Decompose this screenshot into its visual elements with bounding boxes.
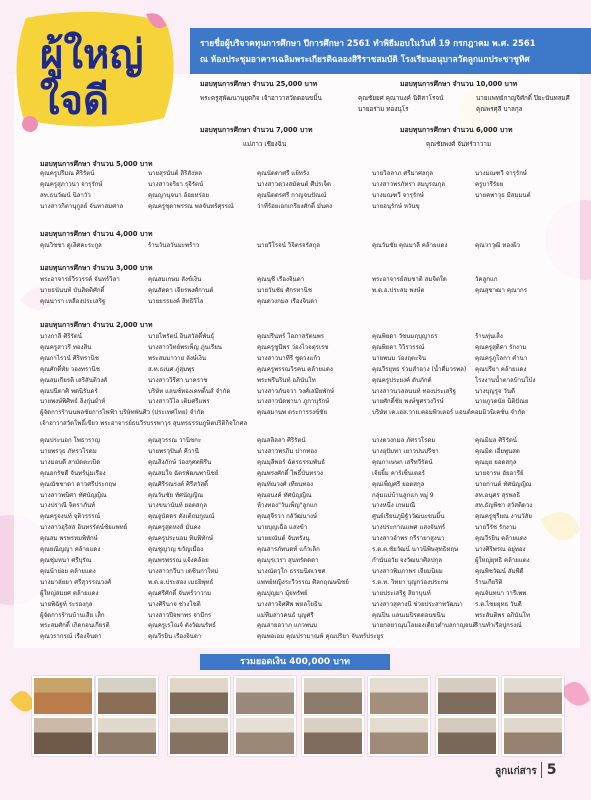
- list-item: โรงงานน้ำตาลบ้านโป่ง: [475, 376, 536, 384]
- list-item: นางมาลัยยา ศรีสุวรรณวงศ์: [40, 578, 111, 586]
- list-item: ว่าที่ร้อยเอกเกรียงศักดิ์ มั่นคง: [257, 202, 333, 210]
- ceremony-photo: [96, 716, 158, 756]
- list-item: นางอุปัมทา เยาวปนปรีชา: [372, 447, 439, 455]
- list-item: ศูนย์เรียนภูมิฐัววัฒนะขนมิ้น: [372, 513, 445, 521]
- list-item: นางสาวนาทีรี ชูดวงแก้ว: [257, 354, 321, 362]
- ceremony-photo: [234, 676, 296, 716]
- list-item: นางสาวพรภิม ปากทอง: [257, 447, 318, 455]
- list-item: นายยณันต์ จันทรังนุ: [257, 535, 310, 543]
- list-item: คุณสมานพ ตระการรงข์ชัย: [257, 409, 328, 417]
- list-item: นางบุญรูจ วันดี: [475, 387, 515, 395]
- list-3000-col-1: [40, 275, 120, 308]
- list-3000-col-4: [372, 275, 447, 297]
- total-amount-banner: รวมยอดเงิน 400,000 บาท: [200, 654, 390, 670]
- list-item: คุณสม พรพรหมพิทักษ์: [40, 535, 98, 543]
- list-item: คุณวีรยุทธ ร่วมสำอาง (น้ำดื่มวรพล): [372, 365, 467, 373]
- list-item: พระพรีนรินท์ อภินันโท: [257, 376, 316, 384]
- list-item: คุณครูเรโณจ์ ดังวัฒนรัทธ์: [148, 622, 216, 630]
- page-footer: [495, 762, 557, 779]
- list-item: นายไพรัตน์ อินสวัสดิ์พันธุ์: [148, 333, 215, 340]
- list-item: นายวันชัย ศักรหานิช: [257, 286, 312, 294]
- list-item: พระอาจารย์สมชาติ สมจิตใด: [372, 276, 447, 283]
- list-item: กลุ่มแม่บ้านลูกแก หมู่ 9: [372, 491, 434, 499]
- list-item: นางสาวพิมภาพร เจียมนิยม: [372, 567, 443, 575]
- section-2000-label: มอบทุนการศึกษา จำนวน 2,000 บาท: [40, 321, 153, 329]
- list-item: คุณสุชาฒา คุณากร: [475, 286, 527, 294]
- section-4000-label: มอบทุนการศึกษา จำนวน 4,000 บาท: [40, 230, 153, 238]
- list-5000-col-5: [475, 169, 531, 202]
- list-item: คุณเพ็ญศรี ยอดสกุล: [372, 480, 425, 488]
- level-10000-label: มอบทุนการศึกษา จำนวน 10,000 บาท: [400, 80, 518, 88]
- list-item: คุณนัดดาศรี แย้ทรัง: [257, 170, 310, 177]
- list-4000-col-4: [372, 241, 447, 252]
- list-item: คุณพิชวัฒน์ สัมพีดี: [475, 567, 524, 575]
- list-item: ผู้ใหญ่สมยศ คล้ายแดง: [40, 589, 99, 597]
- list-item: เจ้าอาวาสวัดโพธิ์เขียว พระอาจารย์ธนวีรบรรพาวุร สุนทรธรรมภูษิตปริติกิจโกศล: [40, 420, 248, 428]
- donor-25000: พระครูสุพัฒนานุยุตกิจ เจ้าอาวาสวัดดอนขมิ้น: [200, 95, 322, 102]
- list-item: คุณสุวรรณ วานิชกะ: [148, 437, 202, 444]
- list-item: ร้านวันลวันมะพร้าว: [148, 242, 200, 249]
- list-item: ร.ต.ท. วิทยา บุญกว่องประกษ: [372, 578, 449, 586]
- list-item: ผู้จัดการร้านบ้านเสีย เส็ก: [40, 611, 105, 619]
- list-4000-col-2: [148, 241, 199, 252]
- list-item: นายกลยาณุนโลยองเดียวตำบลกาญจนดิ: [372, 622, 477, 630]
- list-item: คุณชุ่มหนา ศรีบุรัณ: [40, 556, 92, 564]
- list-item: นายยรรยงค์ สิทธิวิไล: [148, 297, 204, 305]
- ceremony-photo: [502, 676, 564, 716]
- list-item: นางสาวจริยา รุจิรัตน์: [148, 180, 204, 188]
- list-item: พระสมศักดิ์ เกิดกอนเกียรติ: [40, 622, 110, 630]
- list-item: นายพนม ว่องฤตะจิน: [372, 354, 427, 362]
- list-item: คุณครูชูนีพร ว่องไวจตุรเรช: [257, 343, 329, 351]
- list-item: คุณสายอวาภ แกวพนม: [257, 622, 318, 630]
- list-item: คุณนารา เหลืองประเสริฐ: [40, 297, 106, 305]
- list-item: คุณวรากรณ์ เรืองจินดา: [40, 633, 102, 641]
- list-item: คุณศักดิ์ทัย วองทรานิช: [40, 365, 100, 373]
- donor-6000: คุณชัยพงศ์ จันทร์วาวาม: [426, 141, 492, 148]
- list-item: นางสาวจิศศิพ พหลโยธิน: [257, 600, 322, 608]
- list-item: นายสุรนันต์ สิริสังหล: [148, 170, 202, 177]
- list-item: คุณครูประนอม ทิมพิทักษ์: [148, 535, 214, 543]
- list-item: คุณบุรเวรา สุนทรัดดดา: [257, 556, 319, 564]
- list-item: นายพรวุธ ภัทรวโรดม: [40, 447, 97, 455]
- list-item: นางศิรินาจ ช่วงโชติ: [148, 600, 201, 608]
- ceremony-photo: [234, 716, 296, 756]
- section-3000-label: มอบทุนการศึกษา จำนวน 3,000 บาท: [40, 264, 153, 272]
- list-item: นางสาวกิตานุกูลย์ จันทาสมศาล: [40, 202, 124, 210]
- list-item: นางสาววิไล เติมศรีแพร: [148, 398, 210, 406]
- list-3000-col-5: [475, 275, 527, 297]
- list-item: บริษัท แลนซ์ทองเคทติ้นส์ จำกัด: [148, 387, 231, 395]
- list-item: คุณพิยดา วิวิรวรรณ์: [372, 343, 425, 351]
- list-item: ผู้ใหญ่ยุทธิ คล้ายแดง: [475, 556, 530, 564]
- list-2000b-col-4: [372, 436, 477, 632]
- list-item: คุณอนงค์ ทัศนัญญิณ: [257, 491, 312, 499]
- list-item: นางสาวปีจพาพร จามีกร: [148, 611, 212, 619]
- list-item: คุณปรีนทร์ โอภาสรัตนพร: [257, 333, 325, 340]
- list-item: นายวีรัช รักงาม: [475, 524, 517, 532]
- page-title: [40, 32, 143, 124]
- list-item: คุณมิด เอี่ยพูนสด: [475, 447, 520, 455]
- list-item: คุณวันชัย คุณมาลี คล้ายแดง: [372, 242, 448, 249]
- list-item: ร้านทุ่นเส็ง: [475, 333, 503, 340]
- donor-10000: นายอร่าม ทองนุโร: [358, 106, 409, 113]
- list-item: นางณัตวุโก ธรรมนิดเวชศ: [257, 567, 326, 575]
- list-item: นางสาวนัดพานา ภูกาบุรักษ์: [257, 398, 330, 406]
- magazine-name: ลูกแก่สาร: [495, 766, 537, 777]
- list-item: ครูบารีรัยย: [475, 180, 504, 188]
- ceremony-photo: [302, 716, 364, 756]
- header-bar: [190, 28, 591, 74]
- ceremony-photo: [502, 716, 564, 756]
- list-item: กำนันอวัย จงวัฒนาศิลปกุล: [372, 556, 442, 564]
- list-item: คุณสุจีรวา กลัวัฒนางษ์: [257, 513, 318, 521]
- list-2000b-col-1: [40, 436, 127, 643]
- list-item: คุณสารภัทนดท์ แก้วเลิก: [257, 546, 320, 554]
- list-item: ห้างทอง"วันเพ็ญ"ลูกแก: [257, 502, 318, 510]
- list-item: คุณพรพรรณ แจ้งคล้อย: [148, 556, 209, 564]
- list-item: คุณครูชุดาพรรณ พลจันทร์ศุรรณ์: [148, 202, 234, 210]
- list-item: คุณมุย ยอดสกุล: [475, 458, 517, 466]
- ceremony-photo: [168, 676, 230, 716]
- ceremony-photo: [302, 676, 364, 716]
- list-item: คุณครูสาวรี ทองสิน: [40, 343, 92, 351]
- list-5000-col-2: [148, 169, 234, 213]
- list-2000b-col-3: [257, 436, 384, 643]
- list-item: นายบุญเฉื่อ แสงข้า: [257, 524, 308, 532]
- list-item: คุณครูจงนท์ จุติวรรรณ์: [40, 513, 101, 521]
- list-item: นายกานต์ ทัศนัญญิณ: [475, 480, 532, 488]
- list-item: คุณน้าย่อย คล้ายแดง: [40, 567, 96, 575]
- list-item: คุณวีรยิน คล้ายแดง: [475, 535, 527, 543]
- list-item: แม่ทีมสาวคนธ์ บุญศรี: [257, 611, 314, 619]
- header-line-2: ณ ห้องประชุมอาคารเฉลิมพระเกียรติฉลองสิริราชสมบัติ โรงเรียนอนุบาลวัดลูกแกประชาชูทิศ: [200, 54, 530, 64]
- list-item: นายจารษ อัยอารีย์: [475, 469, 524, 477]
- list-item: นายวิลลาภ ศรีมาศลกุล: [372, 170, 434, 177]
- list-3000-col-2: [148, 275, 213, 308]
- level-6000-label: มอบทุนการศึกษา จำนวน 6,000 บาท: [400, 126, 513, 134]
- list-item: คุณครูประยงค์ ดับภักด์: [372, 376, 432, 384]
- list-item: นางมณฑวี จารุรักษ์: [475, 170, 527, 177]
- ceremony-photo: [168, 716, 230, 756]
- list-item: นางมณฑวี จารุรักษ์: [372, 191, 424, 199]
- list-item: คุณครูภูโลกา คำนา: [475, 354, 528, 362]
- list-item: คุณปิ่น แลนเมปิรดดอนขนิน: [372, 611, 446, 619]
- list-item: นายศักดิ์ชัย พงษ์ชูศรวงวิรษ์: [372, 398, 444, 406]
- list-item: นางสาววิรีศา นาคราช: [148, 376, 208, 384]
- ceremony-photo: [96, 676, 158, 716]
- list-item: ผู้จัดการร้านนพลชัยการไฟฟ้า บริษัทพันศิว (ประเทศไทย) จำกัด: [40, 409, 205, 417]
- list-item: นายวีโรจน์ วิจิตรจรัสกุล: [257, 242, 321, 249]
- list-item: นางสาวพนิศา ทัศนัญญิณ: [40, 491, 107, 499]
- list-item: สท.อนุศร สุรพลธิ: [475, 491, 521, 499]
- list-item: คุณวีรยิน เรืองจินดา: [148, 633, 202, 641]
- ceremony-photo: [368, 676, 430, 716]
- header-line-1: รายชื่อผู้บริจาคทุนการศึกษา ปีการศึกษา 2561 ทำพิธีมอบในวันที่ 19 กรกฎาคม พ.ศ. 2561: [200, 38, 536, 48]
- list-item: คุณศิรีรณรงค์ ศิรีสวัสดิ์: [148, 480, 209, 488]
- list-item: นางสาววิทย์พรเพ็ญ ภู่นเรียน: [148, 343, 222, 351]
- list-5000-col-1: [40, 169, 123, 213]
- list-item: นางปราณี จิตราภันท์: [40, 502, 96, 510]
- list-item: คุณสิงภักษ์ ว่องกุศตพิรีน: [148, 458, 212, 466]
- list-item: คุณกาไรวน์ ศิริทรานิช: [40, 354, 99, 362]
- list-item: นายคพาวุธ มีสมมนต์: [475, 191, 531, 199]
- list-item: คุณจันทนา วารีเพพ: [475, 589, 527, 597]
- list-item: คุณชูญาญ ขวัญเมื่อง: [148, 546, 204, 554]
- list-item: ร้านทำเรือปูกรงณ์: [475, 622, 522, 630]
- list-item: พ.ต.อ.ประสม พงษ์ต: [372, 286, 425, 294]
- list-5000-col-4: [372, 169, 445, 213]
- list-item: วัคลูกแก: [475, 276, 498, 283]
- list-3000-col-3: [257, 275, 318, 308]
- list-item: คุณครูสุดิดา รักงาม: [475, 343, 527, 351]
- list-item: คุณครูปรีมณ ศิริรัตน์: [40, 170, 95, 177]
- list-item: คุณวาวุฒิ ทองผิว: [475, 242, 521, 249]
- list-item: นางศิริพรณ อยู่ทอง: [475, 546, 526, 554]
- list-item: พระสมมาวาย ลังษ์เงิน: [148, 354, 207, 362]
- list-item: นางสาวภันจวา วงศ์เสมียพักษ์: [257, 387, 335, 395]
- list-item: คุณญานุจนา อ้อยหร่อย: [148, 191, 210, 199]
- list-item: คุณวิชชา ดูเลิศคะระกูล: [40, 242, 102, 249]
- list-item: คุณปนิตาศิ พดนิรันดร์: [40, 387, 98, 395]
- list-item: คุณสลิลลา ศิริรัตน์: [257, 437, 306, 444]
- donor-10000: คุณพรศุลี บาลกุล: [476, 106, 523, 113]
- list-item: คุณครูพรรณวิรคน คล้ายแดง: [257, 365, 333, 373]
- list-item: นางประกาณแพศ แสงจันทร์: [372, 524, 446, 532]
- list-2000a-col-3: [257, 332, 334, 419]
- list-item: นางกาลี ศิริรัตน์: [40, 333, 82, 340]
- list-item: คุณปุญมา มุ้ยทรัพย์: [257, 589, 308, 597]
- ceremony-photo: [436, 716, 498, 756]
- ceremony-photo: [32, 716, 94, 756]
- list-item: คุณศรีศักดิ์ จันทร์วาวาม: [148, 589, 212, 597]
- list-item: คุณพิยดา วัชนมฤบุญาธร: [372, 333, 438, 340]
- list-item: คุณนิตดรศรี กาญจนปัณณ์: [257, 191, 327, 199]
- list-item: คุณสมใจ ฉัตรพัฒนพานิชย์: [148, 469, 219, 477]
- donor-10000: คุณชัยยศ คุณานงค์ นิติสาโรจน์: [358, 95, 444, 102]
- list-item: คุณดวงกมล เรืองจินดา: [257, 297, 318, 305]
- list-item: นางดวงกมล ภัศรวโรดม: [372, 437, 436, 444]
- level-7000-label: มอบทุนการศึกษา จำนวน 7,000 บาท: [200, 126, 313, 134]
- list-item: นายอนุรักษ์ หวันขุ: [372, 202, 420, 210]
- level-25000-label: มอบทุนการศึกษา จำนวน 25,000 บาท: [200, 80, 318, 88]
- list-item: คุณอกรัชดี จันทร์นุ่มเรือง: [40, 469, 106, 477]
- list-item: นางสาวดวงสมัคนต์ ศีปรเจ็ด: [257, 180, 331, 188]
- list-4000-col-5: [475, 241, 520, 252]
- list-item: สท.ธนวัฒน์ นิลาวัว: [40, 191, 91, 199]
- title-line-1: ผู้ใหญ่: [40, 32, 144, 78]
- list-item: คุณสัตดา เจียรพงศ์กานต์: [148, 286, 214, 294]
- list-item: ร.ต.ไชยยุทธ วันดี: [475, 600, 522, 608]
- list-item: คุณจูนัดดร ตังเต้ถมกูณณ์: [148, 513, 215, 521]
- list-item: คุณปรียา คล้ายแดง: [475, 365, 527, 373]
- list-item: ร้านเกียริติ: [475, 578, 503, 586]
- list-2000b-col-2: [148, 436, 218, 643]
- list-item: คุณณัชชาดา ดาวศรีประกฤษ: [40, 480, 117, 488]
- list-item: นางขนานันท์ ยอดสกุล: [148, 502, 207, 510]
- list-item: นางสาวกวีนา เดชินกาใหม่: [148, 567, 219, 575]
- list-item: สท.ธัญพิชา สวัสดิดวง: [475, 502, 533, 510]
- list-item: คุณมุลีพอร์ ฉัตรธรรมพันธ์: [257, 458, 325, 466]
- list-item: คุณพอเอม คุณปรามาณพ์ คุณปริยา จันทร์ประยูร: [257, 633, 384, 641]
- list-item: นางสาวสุคางนี ช่วยประสาทวัฒนา: [372, 600, 463, 608]
- list-item: คุณกาเษษก เสรีทวีรัตน์: [372, 458, 433, 466]
- list-item: คุณครูสุภาวนา จารุรักษ์: [40, 180, 103, 188]
- list-item: คุณครูชุรียณ งานวัสัย: [475, 513, 532, 521]
- list-item: นายพงษ์พิศิทธ์ ลิงกุ่นผ่ำห์: [40, 398, 106, 406]
- list-2000b-col-5: [475, 436, 532, 632]
- list-item: นางหนึ่ง เกษมณี: [372, 502, 416, 510]
- donor-10000: นายแพทย์กาญจิศักดิ์ ปิยะนันทสมศี: [476, 95, 570, 102]
- list-item: คุณวันชัย ทัศนัญญิณ: [148, 491, 204, 499]
- list-item: นายธนันนท์ บันสิตติศักดิ์: [40, 286, 105, 294]
- donor-7000: แม่ภาว เชียงฉิ่น: [243, 141, 287, 148]
- list-item: คุณนุชี เรืองจินดา: [257, 276, 305, 283]
- list-item: พ.ต.อ.ประสอง เมธยิพุทธ์: [148, 578, 214, 586]
- list-item: นายภูวดนัย นิติปัณย: [475, 398, 529, 406]
- list-item: ร.ต.ต.ชัยวัฒน์ นาวนิพิษสุทธิหฤษ: [372, 546, 459, 554]
- ceremony-photo: [32, 676, 94, 716]
- list-item: ส.ท.ธเนศ ภู่สุมพุร: [148, 365, 195, 373]
- ceremony-photo: [368, 716, 430, 756]
- list-item: แพทย์หญิงระวีวรรณ ศิลกฤณษนิชย์: [257, 578, 349, 586]
- list-item: คุณครูสุดหงส์ มั่นคง: [148, 524, 201, 532]
- list-item: บริษัท เค.เอส.วาย.คอมพิวเตอร์ แอนด์คอมมิวนิเคชั่น จำกัด: [372, 409, 526, 417]
- list-item: คุณสมเกษม สังข์เงิน: [148, 276, 202, 283]
- list-4000-col-1: [40, 241, 102, 252]
- list-item: นางสาวนวลลนนท์ ทองประเสริฐ: [372, 387, 456, 395]
- list-item: คุณมิมล ศิริรัตน์: [475, 437, 517, 444]
- list-item: นายประเสริฐ สิยาบุนท์: [372, 589, 431, 597]
- list-item: นางสาวอุริสส อินทรรัตน์ชัยแพทย์: [40, 524, 128, 532]
- list-item: คุณทัณวงศ์ เทียนทอง: [257, 480, 314, 488]
- list-item: นางสาวอำพร กรีรายาสูงนา: [372, 535, 445, 543]
- list-item: คุณสมเกียรติ เสริสันติวงศ์: [40, 376, 108, 384]
- list-item: นางสาวพรภัทรา สมบูรณกุล: [372, 180, 446, 188]
- list-item: คุณยณิญญา คล้ายแดง: [40, 546, 101, 554]
- list-2000a-col-2: [148, 332, 230, 408]
- list-2000a-col-5: [475, 332, 535, 408]
- title-line-2: ใจดี: [40, 78, 109, 124]
- list-item: พระอาจารย์วีรวรรค์ จันทร์วิลา: [40, 276, 120, 283]
- section-5000-label: มอบทุนการศึกษา จำนวน 5,000 บาท: [40, 160, 153, 168]
- list-4000-col-3: [257, 241, 320, 252]
- page-number: 5: [541, 762, 557, 778]
- list-item: นางมอบดี สามัดตะเบิด: [40, 458, 101, 466]
- list-item: คุณพรงศักดิ์ ไพธิ์บันทรวง: [257, 469, 323, 477]
- list-item: นายพิฉัฐท์ ระรองกุล: [40, 600, 93, 608]
- list-item: พระสันติพร อภินันโท: [475, 611, 530, 619]
- list-5000-col-3: [257, 169, 332, 213]
- list-item: เจ้ยยิ้ม คาร์เซ็นเตอร์: [372, 469, 425, 477]
- ceremony-photo: [436, 676, 498, 716]
- list-item: นายพรวุปันต์ คีวานี: [148, 447, 199, 455]
- list-item: คุณประนอก โพธาราญ: [40, 437, 100, 444]
